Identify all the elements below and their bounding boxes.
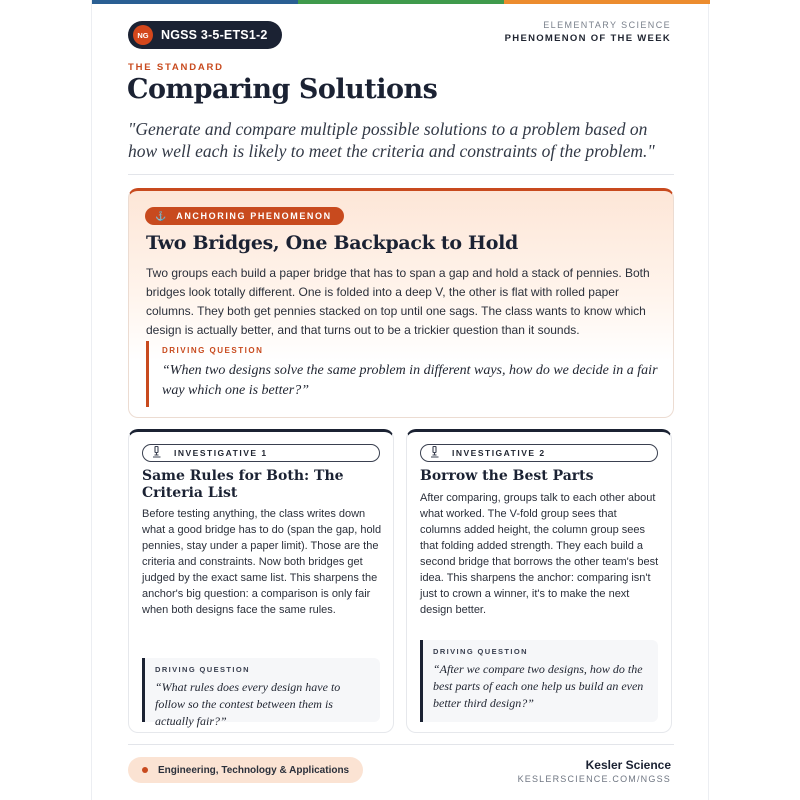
footer-brand [518, 758, 671, 784]
standard-code: NGSS 3-5-ETS1-2 [161, 28, 268, 42]
microscope-icon [151, 446, 162, 461]
anchor-icon: ⚓ [155, 210, 167, 221]
investigation-card-2 [406, 429, 672, 733]
anchoring-phenomenon-badge [145, 207, 344, 225]
standard-code-pill [128, 21, 282, 49]
bullet-dot-icon [142, 767, 148, 773]
driving-question-label: DRIVING QUESTION [155, 665, 250, 674]
anchor-driving-question [146, 341, 660, 407]
microscope-icon [429, 446, 440, 461]
anchor-title: Two Bridges, One Backpack to Hold [146, 232, 518, 254]
brand-name: Kesler Science [585, 758, 671, 772]
footer-divider [128, 744, 674, 745]
top-stripe-green [298, 0, 504, 4]
ngss-badge-icon: NG [133, 25, 153, 45]
investigation-label: INVESTIGATIVE 1 [174, 448, 268, 458]
standard-eyebrow: THE STANDARD [128, 62, 224, 73]
investigation-badge [142, 444, 380, 462]
anchoring-phenomenon-label: ANCHORING PHENOMENON [176, 211, 332, 221]
investigation-description: Before testing anything, the class writes down what a good bridge has to do (span the gap, hold pennies, stay under a paper limit). Those are the criteria and constraints. Now both bridges get judged by the exact same list. This sharpens the anchor's big question: a comparison is only fair when both designs face the same rules. [142, 508, 382, 616]
investigation-card-1 [128, 429, 394, 733]
series-label: PHENOMENON OF THE WEEK [504, 33, 671, 44]
driving-question-text: “After we compare two designs, how do the best parts of each one help us build an even better third design?” [433, 662, 644, 710]
investigation-title: Same Rules for Both: The Criteria List [142, 468, 344, 501]
standard-quote: "Generate and compare multiple possible solutions to a problem based on how well each is likely to meet the criteria and constraints of the problem." [128, 119, 655, 161]
investigation-driving-question [420, 640, 658, 722]
anchor-description: Two groups each build a paper bridge that has to span a gap and hold a stack of pennies. Both bridges look totally different. One is folded into a deep V, the other is flat with rolled paper columns. They both get pennies stacked on top until one sags. The class wants to know which design is actually better, and that turns out to be a trickier question than it sounds. [146, 266, 650, 337]
driving-question-text: “What rules does every design have to follow so the contest between them is actually fair?” [155, 680, 341, 728]
investigation-driving-question [142, 658, 380, 728]
subject-label: ELEMENTARY SCIENCE [543, 20, 671, 30]
divider [128, 174, 674, 175]
header-meta [505, 20, 671, 44]
investigation-title: Borrow the Best Parts [420, 468, 594, 484]
top-stripe-blue [92, 0, 298, 4]
strand-label: Engineering, Technology & Applications [158, 764, 350, 776]
worksheet [91, 0, 709, 800]
brand-url[interactable]: KESLERSCIENCE.COM/NGSS [517, 774, 671, 784]
driving-question-label: DRIVING QUESTION [162, 346, 264, 355]
top-stripe-orange [504, 0, 710, 4]
investigation-description: After comparing, groups talk to each other about what worked. The V-fold group sees that columns added height, the column group sees that folding added strength. They each build a second bridge that borrows the other team's best idea. This sharpens the anchor: comparing isn't just to crown a winner, it's to make the next design better. [420, 492, 659, 616]
investigation-label: INVESTIGATIVE 2 [452, 448, 546, 458]
driving-question-label: DRIVING QUESTION [433, 647, 528, 656]
strand-tag [128, 757, 363, 783]
investigation-badge [420, 444, 658, 462]
driving-question-text: “When two designs solve the same problem in different ways, how do we decide in a fair way which one is better?” [162, 363, 658, 398]
page-title: Comparing Solutions [127, 74, 438, 105]
anchoring-phenomenon-card [128, 188, 674, 418]
